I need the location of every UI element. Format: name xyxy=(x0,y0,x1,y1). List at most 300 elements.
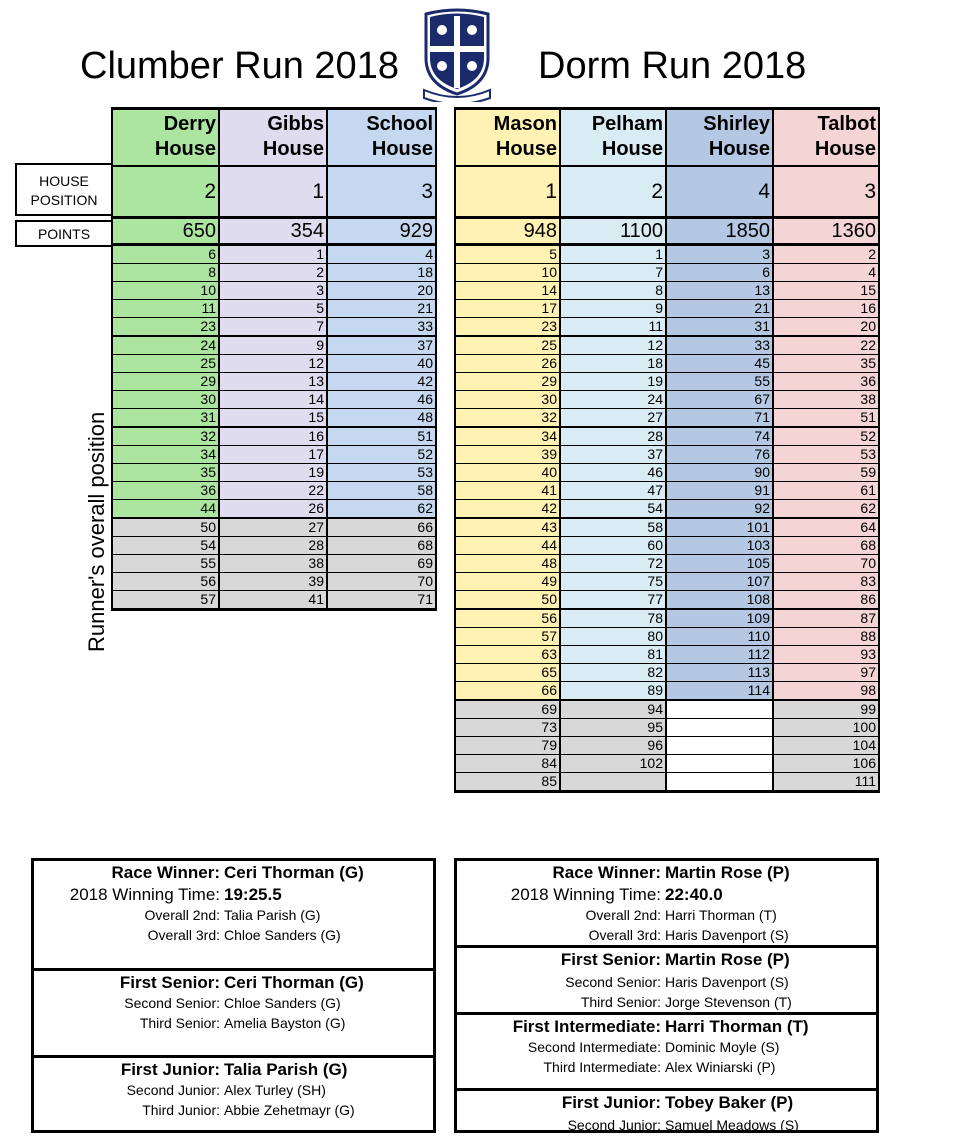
runner-position-cell: 5 xyxy=(219,300,327,318)
house-points-value: 1850 xyxy=(666,218,773,245)
runner-position-cell: 19 xyxy=(560,373,666,391)
runner-position-cell: 111 xyxy=(773,773,879,792)
runner-position-cell: 19 xyxy=(219,464,327,482)
runner-position-cell: 48 xyxy=(455,555,560,573)
runner-position-cell: 2 xyxy=(773,245,879,264)
runner-position-cell: 81 xyxy=(560,646,666,664)
result-label: 2018 Winning Time: xyxy=(69,885,220,904)
house-header-row xyxy=(112,109,436,167)
result-label: Overall 3rd: xyxy=(588,927,661,943)
runner-position-cell: 33 xyxy=(327,318,436,337)
runner-position-cell: 11 xyxy=(560,318,666,337)
runner-position-cell: 56 xyxy=(455,609,560,628)
runner-position-cell: 62 xyxy=(327,500,436,519)
runner-position-cell: 87 xyxy=(773,609,879,628)
runner-position-cell: 99 xyxy=(773,700,879,719)
runner-position-cell: 100 xyxy=(773,719,879,737)
result-value: Martin Rose (P) xyxy=(665,863,790,882)
result-value: Haris Davenport (S) xyxy=(665,974,789,990)
runner-position-cell: 71 xyxy=(327,591,436,610)
runner-position-cell: 52 xyxy=(773,427,879,446)
house-name: Shirley xyxy=(703,113,770,135)
results-section xyxy=(34,971,433,1058)
result-value: Harri Thorman (T) xyxy=(665,1017,809,1036)
table-row xyxy=(455,555,879,573)
runner-position-cell: 104 xyxy=(773,737,879,755)
runner-position-cell: 6 xyxy=(112,245,219,264)
runner-position-cell: 94 xyxy=(560,700,666,719)
runner-position-cell: 13 xyxy=(219,373,327,391)
runner-position-cell: 36 xyxy=(112,482,219,500)
house-position-value: 3 xyxy=(327,166,436,218)
table-row xyxy=(112,518,436,537)
runner-position-cell: 27 xyxy=(560,409,666,428)
result-label: Overall 3rd: xyxy=(147,927,220,943)
table-row xyxy=(112,391,436,409)
runner-position-cell: 25 xyxy=(455,336,560,355)
table-row xyxy=(112,446,436,464)
runner-position-cell: 16 xyxy=(773,300,879,318)
runner-position-cell: 56 xyxy=(112,573,219,591)
house-name: Mason xyxy=(493,113,557,135)
dorm-race-winners xyxy=(454,858,879,1133)
dorm-run-title: Dorm Run 2018 xyxy=(538,45,807,87)
result-label: Race Winner: xyxy=(552,863,661,882)
runner-position-cell: 93 xyxy=(773,646,879,664)
runner-position-cell: 39 xyxy=(219,573,327,591)
runner-position-cell: 15 xyxy=(773,282,879,300)
table-row xyxy=(455,245,879,264)
runner-position-cell: 27 xyxy=(219,518,327,537)
runner-position-cell: 53 xyxy=(773,446,879,464)
runner-position-cell: 37 xyxy=(327,336,436,355)
runner-position-cell: 5 xyxy=(455,245,560,264)
runner-position-cell: 33 xyxy=(666,336,773,355)
table-row xyxy=(455,464,879,482)
table-row xyxy=(112,300,436,318)
runner-position-cell: 64 xyxy=(773,518,879,537)
runner-position-cell: 8 xyxy=(560,282,666,300)
runner-position-cell: 67 xyxy=(666,391,773,409)
runner-position-cell: 32 xyxy=(455,409,560,428)
house-position-value: 2 xyxy=(560,166,666,218)
results-section xyxy=(457,1091,876,1141)
table-row xyxy=(112,537,436,555)
table-row xyxy=(455,737,879,755)
runner-position-cell: 44 xyxy=(455,537,560,555)
runner-position-cell: 4 xyxy=(773,264,879,282)
runner-position-cell: 70 xyxy=(773,555,879,573)
result-value: Haris Davenport (S) xyxy=(665,927,789,943)
results-section xyxy=(457,861,876,948)
runner-position-cell: 1 xyxy=(560,245,666,264)
result-value: Amelia Bayston (G) xyxy=(224,1015,346,1031)
house-points-value: 1100 xyxy=(560,218,666,245)
result-label: Second Junior: xyxy=(126,1082,220,1098)
points-row xyxy=(112,218,436,245)
house-points-value: 929 xyxy=(327,218,436,245)
runner-position-cell: 58 xyxy=(327,482,436,500)
table-row xyxy=(455,300,879,318)
runner-position-cell: 35 xyxy=(112,464,219,482)
table-row xyxy=(112,373,436,391)
house-position-value: 1 xyxy=(219,166,327,218)
runner-position-cell: 49 xyxy=(455,573,560,591)
table-row xyxy=(112,464,436,482)
table-row xyxy=(455,646,879,664)
runner-position-cell: 14 xyxy=(455,282,560,300)
runner-position-cell: 75 xyxy=(560,573,666,591)
runner-position-cell: 3 xyxy=(666,245,773,264)
runner-position-cell: 74 xyxy=(666,427,773,446)
table-row xyxy=(455,755,879,773)
runner-position-cell: 40 xyxy=(455,464,560,482)
runner-position-cell: 32 xyxy=(112,427,219,446)
runner-position-cell: 15 xyxy=(219,409,327,428)
house-word: House xyxy=(495,138,557,160)
runner-position-cell xyxy=(666,737,773,755)
table-row xyxy=(112,500,436,519)
runner-position-cell xyxy=(666,719,773,737)
result-label: Third Junior: xyxy=(142,1102,220,1118)
house-name: Talbot xyxy=(817,113,876,135)
result-label: First Junior: xyxy=(561,1093,661,1112)
table-row xyxy=(455,537,879,555)
house-position-row xyxy=(455,166,879,218)
runner-position-cell: 44 xyxy=(112,500,219,519)
table-row xyxy=(455,391,879,409)
runner-position-cell: 12 xyxy=(219,355,327,373)
runner-position-cell: 39 xyxy=(455,446,560,464)
table-row xyxy=(112,336,436,355)
runner-position-cell: 55 xyxy=(666,373,773,391)
runner-position-cell: 114 xyxy=(666,682,773,701)
results-section xyxy=(34,1058,433,1138)
house-name-header xyxy=(455,109,560,167)
result-label: First Senior: xyxy=(119,973,220,992)
runner-position-cell: 45 xyxy=(666,355,773,373)
table-row xyxy=(112,282,436,300)
house-position-row xyxy=(112,166,436,218)
result-value: Samuel Meadows (S) xyxy=(665,1117,799,1133)
runner-position-cell: 58 xyxy=(560,518,666,537)
runner-position-cell: 26 xyxy=(219,500,327,519)
runner-position-cell: 24 xyxy=(112,336,219,355)
runner-position-cell: 105 xyxy=(666,555,773,573)
runner-position-cell: 34 xyxy=(112,446,219,464)
runner-position-cell: 7 xyxy=(219,318,327,337)
house-word: House xyxy=(371,138,433,160)
runner-position-cell: 96 xyxy=(560,737,666,755)
result-label: Third Senior: xyxy=(139,1015,220,1031)
house-name-header xyxy=(327,109,436,167)
table-row xyxy=(455,318,879,337)
house-name-header xyxy=(112,109,219,167)
runner-position-cell: 17 xyxy=(455,300,560,318)
runner-position-cell xyxy=(560,773,666,792)
runner-position-cell: 30 xyxy=(455,391,560,409)
runner-position-cell: 36 xyxy=(773,373,879,391)
table-row xyxy=(455,591,879,610)
runner-position-cell: 95 xyxy=(560,719,666,737)
runner-position-cell: 79 xyxy=(455,737,560,755)
table-row xyxy=(112,482,436,500)
clumber-race-winners xyxy=(31,858,436,1133)
runner-position-cell: 113 xyxy=(666,664,773,682)
runner-position-cell: 26 xyxy=(455,355,560,373)
runner-position-cell: 60 xyxy=(560,537,666,555)
runner-position-cell: 41 xyxy=(219,591,327,610)
runner-position-cell: 29 xyxy=(455,373,560,391)
runner-position-cell: 82 xyxy=(560,664,666,682)
runner-position-cell: 2 xyxy=(219,264,327,282)
result-label: First Junior: xyxy=(120,1060,220,1079)
runner-position-cell: 52 xyxy=(327,446,436,464)
house-name: Pelham xyxy=(591,113,663,135)
house-name-header xyxy=(666,109,773,167)
table-row xyxy=(455,482,879,500)
runner-position-cell: 57 xyxy=(112,591,219,610)
runner-position-cell: 1 xyxy=(219,245,327,264)
runner-position-cell: 13 xyxy=(666,282,773,300)
runner-position-cell: 66 xyxy=(327,518,436,537)
house-points-value: 650 xyxy=(112,218,219,245)
table-row xyxy=(455,355,879,373)
runner-position-cell xyxy=(666,773,773,792)
result-label: Second Junior: xyxy=(567,1117,661,1133)
result-value: Tobey Baker (P) xyxy=(665,1093,794,1112)
table-row xyxy=(112,573,436,591)
runner-position-cell: 23 xyxy=(112,318,219,337)
runner-position-cell: 91 xyxy=(666,482,773,500)
points-label: POINTS xyxy=(15,220,111,247)
table-row xyxy=(112,409,436,428)
runner-position-cell: 30 xyxy=(112,391,219,409)
house-header-row xyxy=(455,109,879,167)
runner-position-cell: 77 xyxy=(560,591,666,610)
runner-position-cell: 51 xyxy=(773,409,879,428)
runner-position-cell: 25 xyxy=(112,355,219,373)
runner-position-cell: 41 xyxy=(455,482,560,500)
table-row xyxy=(455,719,879,737)
house-position-value: 3 xyxy=(773,166,879,218)
runner-position-cell: 7 xyxy=(560,264,666,282)
runner-position-cell: 85 xyxy=(455,773,560,792)
runner-position-cell: 50 xyxy=(455,591,560,610)
house-word: House xyxy=(262,138,324,160)
house-name: School xyxy=(366,113,433,135)
house-position-value: 1 xyxy=(455,166,560,218)
house-name-header xyxy=(773,109,879,167)
runner-position-cell: 54 xyxy=(112,537,219,555)
runner-position-cell: 54 xyxy=(560,500,666,519)
house-position-label xyxy=(15,163,111,216)
table-row xyxy=(112,555,436,573)
runner-position-cell xyxy=(666,700,773,719)
house-position-value: 2 xyxy=(112,166,219,218)
house-position-value: 4 xyxy=(666,166,773,218)
house-word: House xyxy=(601,138,663,160)
runner-position-cell: 21 xyxy=(327,300,436,318)
runner-position-cell: 70 xyxy=(327,573,436,591)
runner-position-cell: 108 xyxy=(666,591,773,610)
house-points-value: 1360 xyxy=(773,218,879,245)
runner-position-cell: 47 xyxy=(560,482,666,500)
result-label: Second Intermediate: xyxy=(527,1039,661,1055)
runner-position-cell: 20 xyxy=(327,282,436,300)
runner-position-cell: 3 xyxy=(219,282,327,300)
result-label: Overall 2nd: xyxy=(585,907,661,923)
runner-position-cell: 62 xyxy=(773,500,879,519)
runner-position-cell: 109 xyxy=(666,609,773,628)
table-row xyxy=(455,682,879,701)
table-row xyxy=(455,282,879,300)
runner-position-cell: 88 xyxy=(773,628,879,646)
result-value: Abbie Zehetmayr (G) xyxy=(224,1102,355,1118)
result-value: Chloe Sanders (G) xyxy=(224,927,341,943)
runner-position-cell: 23 xyxy=(455,318,560,337)
runner-position-cell: 50 xyxy=(112,518,219,537)
table-row xyxy=(112,318,436,337)
result-label: 2018 Winning Time: xyxy=(510,885,661,904)
runner-position-cell: 69 xyxy=(455,700,560,719)
runner-position-cell: 34 xyxy=(455,427,560,446)
table-row xyxy=(455,446,879,464)
table-row xyxy=(455,573,879,591)
result-value: Jorge Stevenson (T) xyxy=(665,994,792,1010)
result-label: Second Senior: xyxy=(565,974,661,990)
runner-position-cell: 18 xyxy=(327,264,436,282)
runner-position-cell: 102 xyxy=(560,755,666,773)
runner-position-cell: 24 xyxy=(560,391,666,409)
runner-position-cell: 76 xyxy=(666,446,773,464)
runner-position-cell: 9 xyxy=(560,300,666,318)
results-section xyxy=(457,948,876,1015)
runner-position-cell: 22 xyxy=(219,482,327,500)
runner-position-cell: 112 xyxy=(666,646,773,664)
result-value: Alex Winiarski (P) xyxy=(665,1059,776,1075)
runner-position-cell: 110 xyxy=(666,628,773,646)
result-label: Race Winner: xyxy=(111,863,220,882)
result-value: Talia Parish (G) xyxy=(224,907,321,923)
runner-position-cell: 106 xyxy=(773,755,879,773)
runner-position-cell: 84 xyxy=(455,755,560,773)
runner-position-cell: 18 xyxy=(560,355,666,373)
runner-position-cell: 57 xyxy=(455,628,560,646)
table-row xyxy=(112,355,436,373)
school-crest-logo xyxy=(418,8,496,102)
result-value: 19:25.5 xyxy=(224,885,282,904)
house-name: Gibbs xyxy=(267,113,324,135)
runner-position-cell: 10 xyxy=(112,282,219,300)
table-row xyxy=(455,518,879,537)
runner-position-cell: 68 xyxy=(773,537,879,555)
table-row xyxy=(455,700,879,719)
runner-position-cell: 10 xyxy=(455,264,560,282)
house-position-label-line1: HOUSE xyxy=(39,173,89,189)
table-row xyxy=(112,591,436,610)
runner-position-cell: 86 xyxy=(773,591,879,610)
house-name-header xyxy=(560,109,666,167)
runner-position-cell: 66 xyxy=(455,682,560,701)
house-word: House xyxy=(708,138,770,160)
table-row xyxy=(455,628,879,646)
runner-position-cell: 53 xyxy=(327,464,436,482)
runner-position-cell: 65 xyxy=(455,664,560,682)
runner-position-cell: 103 xyxy=(666,537,773,555)
table-row xyxy=(455,264,879,282)
result-value: Ceri Thorman (G) xyxy=(224,973,364,992)
runner-position-cell: 42 xyxy=(455,500,560,519)
runner-position-cell: 9 xyxy=(219,336,327,355)
runner-position-cell: 4 xyxy=(327,245,436,264)
runner-position-cell: 55 xyxy=(112,555,219,573)
result-value: Harri Thorman (T) xyxy=(665,907,777,923)
runner-position-cell: 92 xyxy=(666,500,773,519)
house-points-value: 354 xyxy=(219,218,327,245)
runner-position-cell: 17 xyxy=(219,446,327,464)
result-value: Alex Turley (SH) xyxy=(224,1082,326,1098)
result-label: First Intermediate: xyxy=(512,1017,661,1036)
runner-position-cell: 61 xyxy=(773,482,879,500)
house-position-label-line2: POSITION xyxy=(30,192,98,208)
runner-position-cell: 80 xyxy=(560,628,666,646)
runner-position-cell: 59 xyxy=(773,464,879,482)
result-value: Talia Parish (G) xyxy=(224,1060,348,1079)
table-row xyxy=(112,427,436,446)
runner-position-cell: 46 xyxy=(560,464,666,482)
runner-position-cell: 11 xyxy=(112,300,219,318)
result-label: Third Intermediate: xyxy=(543,1059,661,1075)
runner-position-cell: 31 xyxy=(666,318,773,337)
table-row xyxy=(455,609,879,628)
result-value: Ceri Thorman (G) xyxy=(224,863,364,882)
clumber-run-title: Clumber Run 2018 xyxy=(80,45,399,87)
table-row xyxy=(112,245,436,264)
runner-position-cell: 21 xyxy=(666,300,773,318)
runner-position-cell: 20 xyxy=(773,318,879,337)
axis-label-overall-position: Runner's overall position xyxy=(84,411,109,652)
result-value: Martin Rose (P) xyxy=(665,950,790,969)
runner-position-cell: 40 xyxy=(327,355,436,373)
runner-position-cell xyxy=(666,755,773,773)
runner-position-cell: 22 xyxy=(773,336,879,355)
points-row xyxy=(455,218,879,245)
house-points-value: 948 xyxy=(455,218,560,245)
runner-position-cell: 8 xyxy=(112,264,219,282)
table-row xyxy=(455,664,879,682)
runner-position-cell: 28 xyxy=(560,427,666,446)
runner-position-cell: 63 xyxy=(455,646,560,664)
result-label: Second Senior: xyxy=(124,995,220,1011)
runner-position-cell: 14 xyxy=(219,391,327,409)
table-row xyxy=(455,500,879,519)
runner-position-cell: 107 xyxy=(666,573,773,591)
runner-position-cell: 35 xyxy=(773,355,879,373)
house-name-header xyxy=(219,109,327,167)
table-row xyxy=(455,373,879,391)
table-row xyxy=(455,427,879,446)
runner-position-cell: 38 xyxy=(773,391,879,409)
runner-position-cell: 90 xyxy=(666,464,773,482)
results-section xyxy=(457,1015,876,1091)
runner-position-cell: 12 xyxy=(560,336,666,355)
runner-position-cell: 101 xyxy=(666,518,773,537)
result-label: Overall 2nd: xyxy=(144,907,220,923)
runner-position-cell: 98 xyxy=(773,682,879,701)
clumber-results-table xyxy=(111,107,437,611)
runner-position-cell: 48 xyxy=(327,409,436,428)
